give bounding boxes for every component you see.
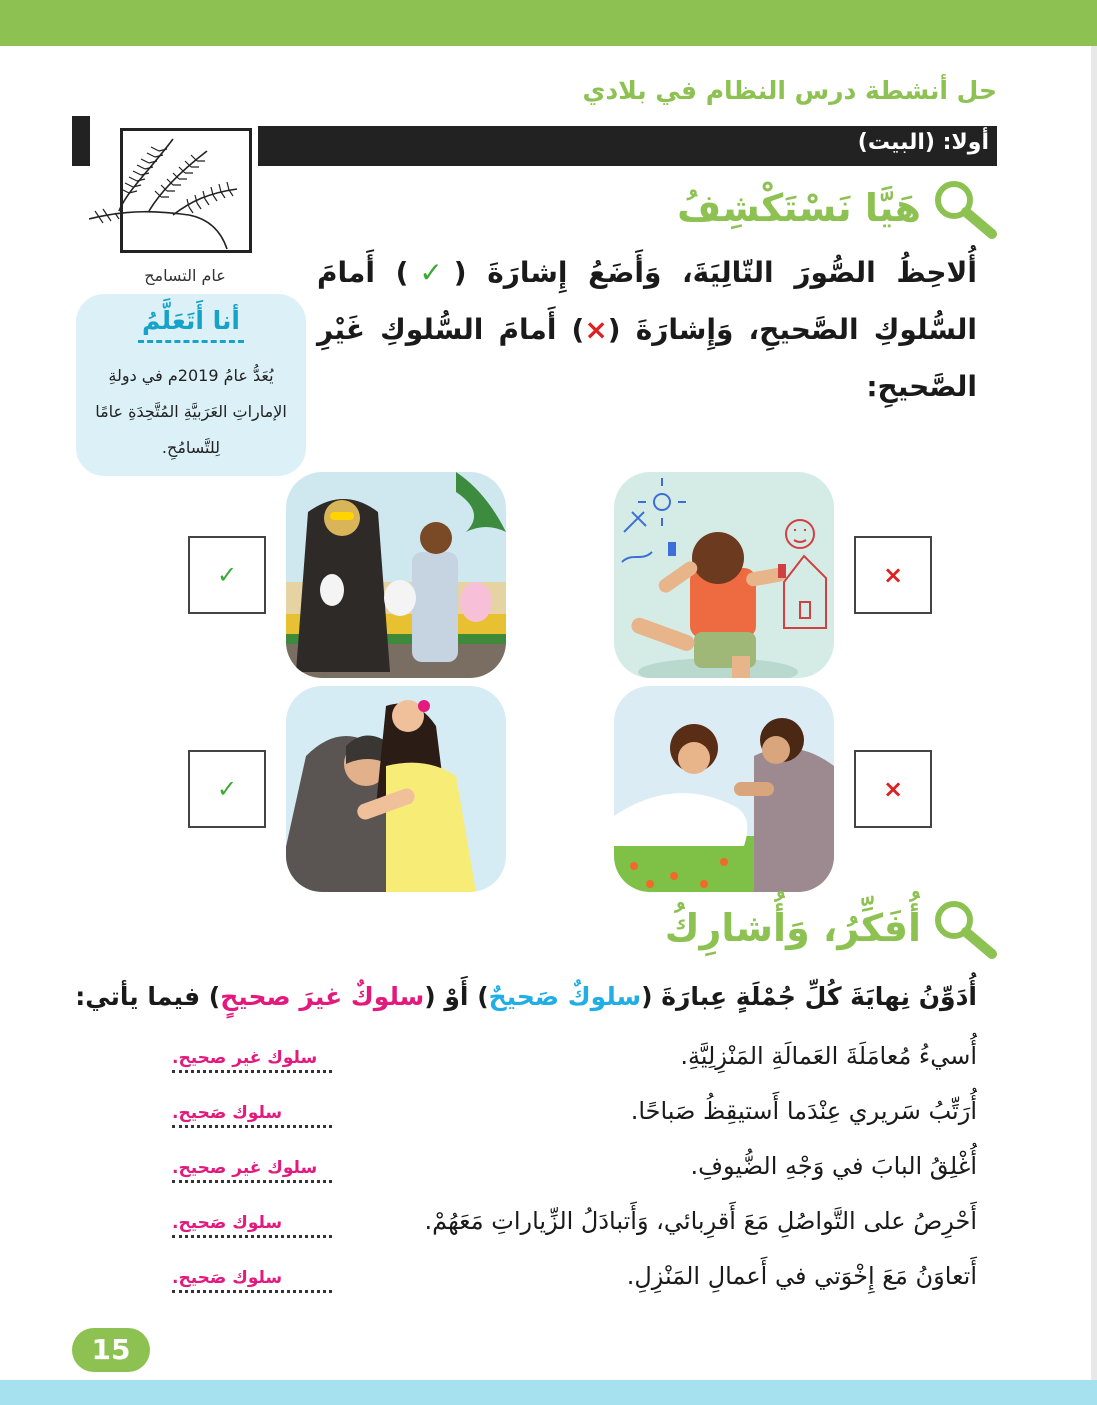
answer-box-1[interactable]: ×	[854, 536, 932, 614]
bottom-bar	[0, 1380, 1097, 1405]
learn-box	[76, 294, 306, 476]
top-bar	[0, 0, 1097, 46]
learn-box-text: يُعَدُّ عامُ 2019م في دولةِ الإماراتِ العَرَبيَّةِ المُتَّحِدَةِ عامًا لِلتَّسامُحِ.	[95, 366, 287, 457]
sentence-1: أُسيءُ مُعامَلَةَ العَمالَةِ المَنْزِلِيَّةِ.	[680, 1042, 977, 1070]
logo-caption: عام التسامح	[144, 266, 226, 285]
sentence-5: أَتعاوَنُ مَعَ إِخْوَتي في أَعمالِ المَنْزِلِ.	[626, 1262, 977, 1290]
explore-heading: هَيَّا نَسْتَكْشِفُ	[677, 186, 921, 230]
think-heading: أُفَكِّرُ، وَأُشارِكُ	[664, 906, 921, 950]
answer-field-5[interactable]: سلوك صَحيح.	[172, 1268, 332, 1293]
answer-box-3[interactable]: ×	[854, 750, 932, 828]
cross-mark-icon: ×	[584, 313, 608, 346]
answer-field-1[interactable]: سلوك غير صحيح.	[172, 1048, 332, 1073]
sentence-2: أُرَتِّبُ سَريري عِنْدَما أَستيقِظُ صَباحًا.	[630, 1097, 977, 1125]
magnifier-icon	[932, 178, 998, 240]
answer-field-2[interactable]: سلوك صَحيح.	[172, 1103, 332, 1128]
tolerance-year-logo	[120, 128, 252, 253]
picture-girl-hugging-mother	[286, 686, 506, 892]
check-mark-icon: ✓	[408, 256, 454, 289]
learn-box-title: أنا أَتَعَلَّمُ	[142, 306, 240, 335]
magnifier-icon	[932, 898, 998, 960]
answer-box-2[interactable]: ✓	[188, 536, 266, 614]
learn-box-dash	[138, 340, 244, 343]
page-title: حل أنشطة درس النظام في بلادي	[582, 76, 997, 105]
answer-field-4[interactable]: سلوك صَحيح.	[172, 1213, 332, 1238]
page-edge	[1091, 46, 1097, 1380]
section-bar-mark	[72, 116, 90, 166]
explore-instruction: أُلاحِظُ الصُّورَ التّالِيَةَ، وَأَضَعُ إِشارَةَ (✓) أَمامَ السُّلوكِ الصَّحيحِ، وَإِشارَةَ (×) أَمامَ السُّلوكِ غَيْرِ الصَّحيحِ:	[317, 256, 977, 403]
think-prompt: أُدَوِّنُ نِهايَةَ كُلِّ جُمْلَةٍ عِبارَةَ (سلوكٌ صَحيحٌ) أَوْ (سلوكٌ غيرَ صحيحٍ) فيما يأتي:	[75, 982, 977, 1011]
incorrect-behavior-label: سلوكٌ غيرَ صحيحٍ	[220, 982, 425, 1011]
section-bar	[258, 126, 997, 166]
picture-boy-drawing-on-wall	[614, 472, 834, 678]
sentence-4: أَحْرِصُ على التَّواصُلِ مَعَ أَقرِبائي، وَأَتبادَلُ الزِّياراتِ مَعَهُمْ.	[424, 1207, 977, 1235]
picture-boy-helping-woman-with-bags	[286, 472, 506, 678]
answer-field-3[interactable]: سلوك غير صحيح.	[172, 1158, 332, 1183]
page-number: 15	[72, 1328, 150, 1372]
sentence-3: أُغْلِقُ البابَ في وَجْهِ الضُّيوفِ.	[690, 1152, 977, 1180]
ghaf-tree-icon	[89, 131, 259, 256]
picture-boy-pushing-man	[614, 686, 834, 892]
correct-behavior-label: سلوكٌ صَحيحٌ	[488, 982, 642, 1011]
section-bar-label: أولا: (البيت)	[857, 130, 989, 155]
answer-box-4[interactable]: ✓	[188, 750, 266, 828]
